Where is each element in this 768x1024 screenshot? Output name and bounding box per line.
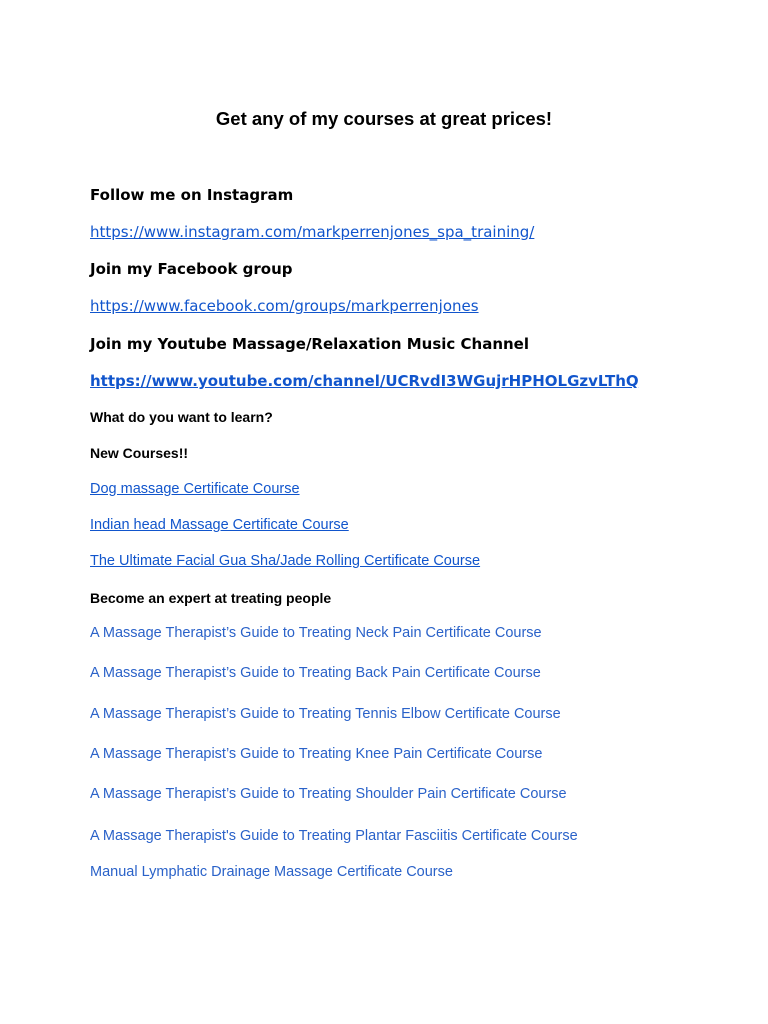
course-link-dog-massage[interactable]: Dog massage Certificate Course	[90, 481, 300, 497]
expert-heading: Become an expert at treating people	[90, 590, 332, 606]
course-link-plantar-fasciitis[interactable]: A Massage Therapist's Guide to Treating Plantar Fasciitis Certificate Course	[90, 828, 578, 844]
youtube-heading: Join my Youtube Massage/Relaxation Music Channel	[90, 335, 529, 353]
course-link-back-pain[interactable]: A Massage Therapist’s Guide to Treating Back Pain Certificate Course	[90, 665, 541, 681]
instagram-link[interactable]: https://www.instagram.com/markperrenjones_spa_training/	[90, 223, 535, 241]
course-link-tennis-elbow[interactable]: A Massage Therapist’s Guide to Treating Tennis Elbow Certificate Course	[90, 706, 561, 722]
facebook-heading: Join my Facebook group	[90, 260, 293, 278]
course-link-indian-head-massage[interactable]: Indian head Massage Certificate Course	[90, 517, 349, 533]
instagram-heading: Follow me on Instagram	[90, 186, 294, 204]
course-link-neck-pain[interactable]: A Massage Therapist’s Guide to Treating Neck Pain Certificate Course	[90, 625, 542, 641]
course-link-knee-pain[interactable]: A Massage Therapist’s Guide to Treating Knee Pain Certificate Course	[90, 746, 543, 762]
new-courses-heading: New Courses!!	[90, 445, 189, 461]
facebook-link[interactable]: https://www.facebook.com/groups/markperrenjones	[90, 297, 479, 315]
course-link-shoulder-pain[interactable]: A Massage Therapist’s Guide to Treating Shoulder Pain Certificate Course	[90, 786, 567, 802]
learn-heading: What do you want to learn?	[90, 409, 273, 425]
course-link-gua-sha[interactable]: The Ultimate Facial Gua Sha/Jade Rolling Certificate Course	[90, 553, 481, 569]
course-link-lymphatic-drainage[interactable]: Manual Lymphatic Drainage Massage Certificate Course	[90, 864, 453, 880]
youtube-link[interactable]: https://www.youtube.com/channel/UCRvdI3WGujrHPHOLGzvLThQ	[90, 372, 639, 390]
page-title: Get any of my courses at great prices!	[215, 108, 553, 129]
